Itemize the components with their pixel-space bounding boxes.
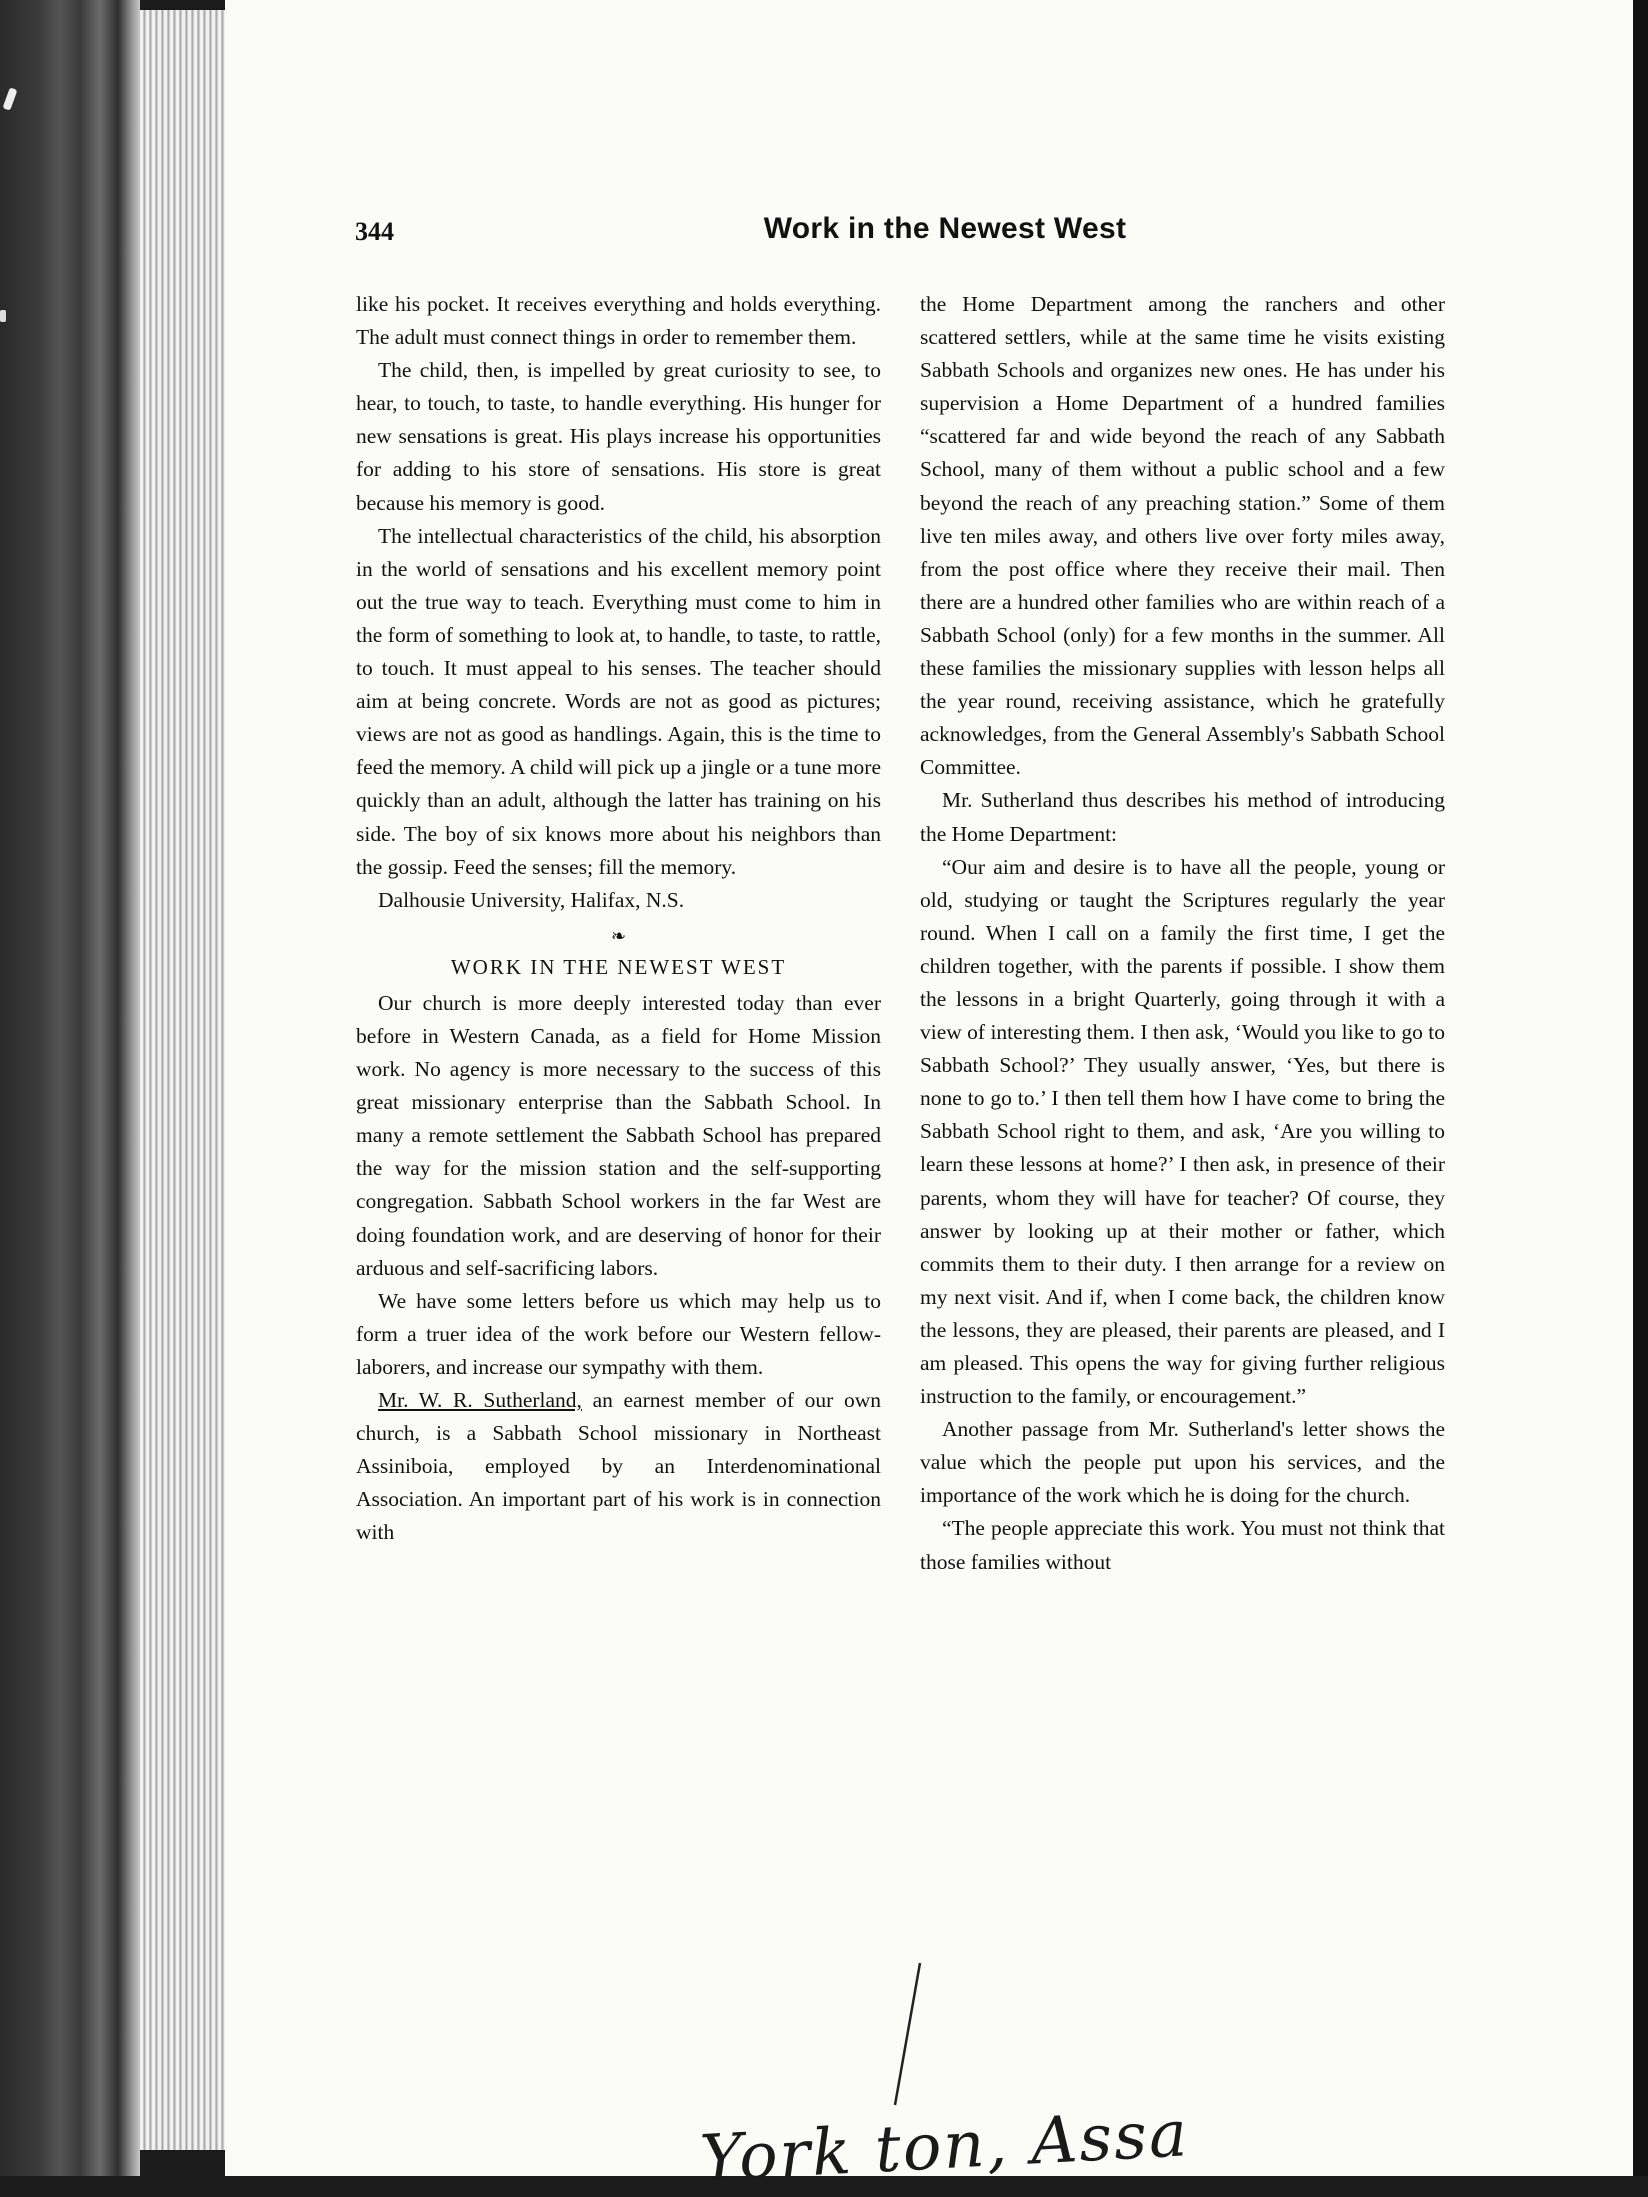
paragraph: [356, 1384, 881, 1549]
paragraph: We have some letters before us which may help us to form a truer idea of the work before our Western fellow-laborers, and increase our sympathy with them.: [356, 1288, 881, 1379]
pen-annotation-mark: [655, 1955, 955, 2115]
scan-border: [1633, 0, 1648, 2176]
paragraph: the Home Department among the ranchers and other scattered settlers, while at the same time he visits existing Sabbath Schools and organizes new ones. He has under his supervision a Home Department of a hundred families “scattered far and wide beyond the reach of any Sabbath School, many of them without a public school and a few beyond the reach of any preaching station.” Some of them live ten miles away, and others live over forty miles away, from the post office where they receive their mail. Then there are a hundred other families who are within reach of a Sabbath School (only) for a few months in the summer. All these families the missionary supplies with lesson helps all the year round, receiving assistance, which he gratefully acknowledges, from the General Assembly's Sabbath School Committee.: [920, 292, 1445, 780]
paragraph: “The people appreciate this work. You must not think that those families without: [920, 1516, 1445, 1574]
paragraph-text: an earnest member of our own church, is a Sabbath School missionary in Northeast Assiniboia, employed by an Interdenominational Association. An important part of his work is in connection with: [356, 1388, 881, 1545]
scan-mark: [0, 310, 6, 322]
paragraph: Mr. Sutherland thus describes his method of introducing the Home Department:: [920, 788, 1445, 846]
paragraph: like his pocket. It receives everything and holds everything. The adult must connect things in order to remember them.: [356, 292, 881, 350]
paragraph: Our church is more deeply interested today than ever before in Western Canada, as a field for Home Mission work. No agency is more necessary to the success of this great missionary enterprise than the Sabbath School. In many a remote settlement the Sabbath School has prepared the way for the mission station and the self-supporting congregation. Sabbath School workers in the far West are doing foundation work, and are deserving of honor for their arduous and self-sacrificing labors.: [356, 990, 881, 1280]
section-title: WORK IN THE NEWEST WEST: [450, 954, 787, 979]
book-binding: [0, 0, 140, 2176]
left-column: [356, 288, 881, 1549]
book-page: [225, 0, 1633, 2197]
paragraph: The child, then, is impelled by great curiosity to see, to hear, to touch, to taste, to handle everything. His hunger for new sensations is great. His plays increase his opportunities for adding to his store of sensations. His store is great because his memory is good.: [356, 358, 881, 515]
paragraph: Another passage from Mr. Sutherland's letter shows the value which the people put upon his services, and the importance of the work which he is doing for the church.: [920, 1417, 1445, 1508]
running-title: Work in the Newest West: [763, 212, 1127, 245]
handwritten-note: York ton, Assa: [698, 2097, 1191, 2197]
page-number: 344: [355, 217, 394, 246]
author-affiliation: Dalhousie University, Halifax, N.S.: [378, 887, 685, 912]
stacked-page-edges: [140, 10, 225, 2150]
paragraph: The intellectual characteristics of the child, his absorption in the world of sensations and his excellent memory point out the true way to teach. Everything must come to him in the form of something to look at, to handle, to taste, to rattle, to touch. It must appeal to his senses. The teacher should aim at being concrete. Words are not as good as pictures; views are not as good as handlings. Again, this is the time to feed the memory. A child will pick up a jingle or a tune more quickly than an adult, although the latter has training on his side. The boy of six knows more about his neighbors than the gossip. Feed the senses; fill the memory.: [356, 523, 881, 879]
section-ornament-icon: ❧: [610, 925, 627, 946]
underlined-name: Mr. W. R. Sutherland,: [378, 1388, 582, 1412]
paragraph: “Our aim and desire is to have all the people, young or old, studying or taught the Scriptures regularly the year round. When I call on a family the first time, I get the children together, with the parents if possible. I show them the lessons in a bright Quarterly, going through it with a view of interesting them. I then ask, ‘Would you like to go to Sabbath School?’ They usually answer, ‘Yes, but there is none to go to.’ I then tell them how I have come to bring the Sabbath School right to them, and ask, ‘Are you willing to learn these lessons at home?’ I then ask, in presence of their parents, whom they will have for teacher? Of course, they answer by looking up at their mother or father, which commits them to their duty. I then arrange for a review on my next visit. And if, when I come back, the children know the lessons, they are pleased, their parents are pleased, and I am pleased. This opens the way for giving further religious instruction to the family, or encouragement.”: [920, 854, 1445, 1409]
right-column: [920, 288, 1445, 1579]
